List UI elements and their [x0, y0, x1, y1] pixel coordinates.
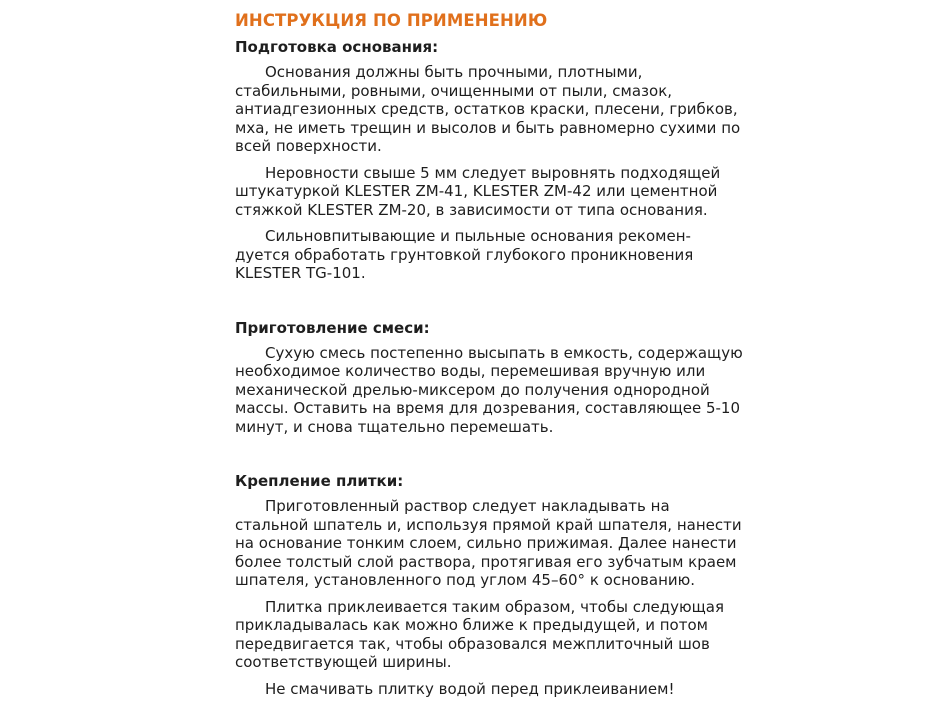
paragraph: Плитка приклеивается таким образом, чтобы следующая прикладывалась как можно ближе к предыдущей, и потом передвигается так, чтобы образовался межплиточный шов соответствующей ширины.	[235, 597, 725, 671]
document-title: ИНСТРУКЦИЯ ПО ПРИМЕНЕНИЮ	[235, 11, 548, 30]
paragraph: Неровности свыше 5 мм следует выровнять подходящей штукатуркой KLESTER ZM-41, KLESTER ZM-42 или цементной стяжкой KLESTER ZM-20, в зависимости от типа основания.	[235, 163, 721, 219]
paragraph: Не смачивать плитку водой перед приклеиванием!	[265, 679, 675, 698]
paragraph: Сухую смесь постепенно высыпать в емкость, содержащую необходимое количество воды, перемешивая вручную или механической дрелью-миксером до получения однородной массы. Оставить на время для дозревания, составляющее 5-10 минут, и снова тщательно перемешать.	[235, 343, 743, 436]
section-heading: Приготовление смеси:	[235, 318, 430, 337]
section-mix-preparation	[235, 318, 745, 437]
instruction-document	[235, 10, 745, 706]
paragraph: Приготовленный раствор следует накладывать на стальной шпатель и, используя прямой край шпателя, нанести на основание тонким слоем, сильно прижимая. Далее нанести более толстый слой раствора, протягивая его зубчатым краем шпателя, установленного под углом 45–60° к основанию.	[235, 497, 742, 589]
section-heading: Подготовка основания:	[235, 38, 439, 56]
section-tile-fixing	[235, 471, 745, 698]
section-base-preparation	[235, 37, 745, 283]
paragraph: Основания должны быть прочными, плотными, стабильными, ровными, очищенными от пыли, смазок, антиадгезионных средств, остатков краски, плесени, грибков, мха, не иметь трещин и высолов и быть равномерно сухими по всей поверхности.	[235, 63, 741, 155]
section-heading: Крепление плитки:	[235, 472, 404, 490]
paragraph: Сильновпитывающие и пыльные основания рекомен-дуется обработать грунтовкой глубокого проникновения KLESTER TG-101.	[235, 227, 694, 282]
